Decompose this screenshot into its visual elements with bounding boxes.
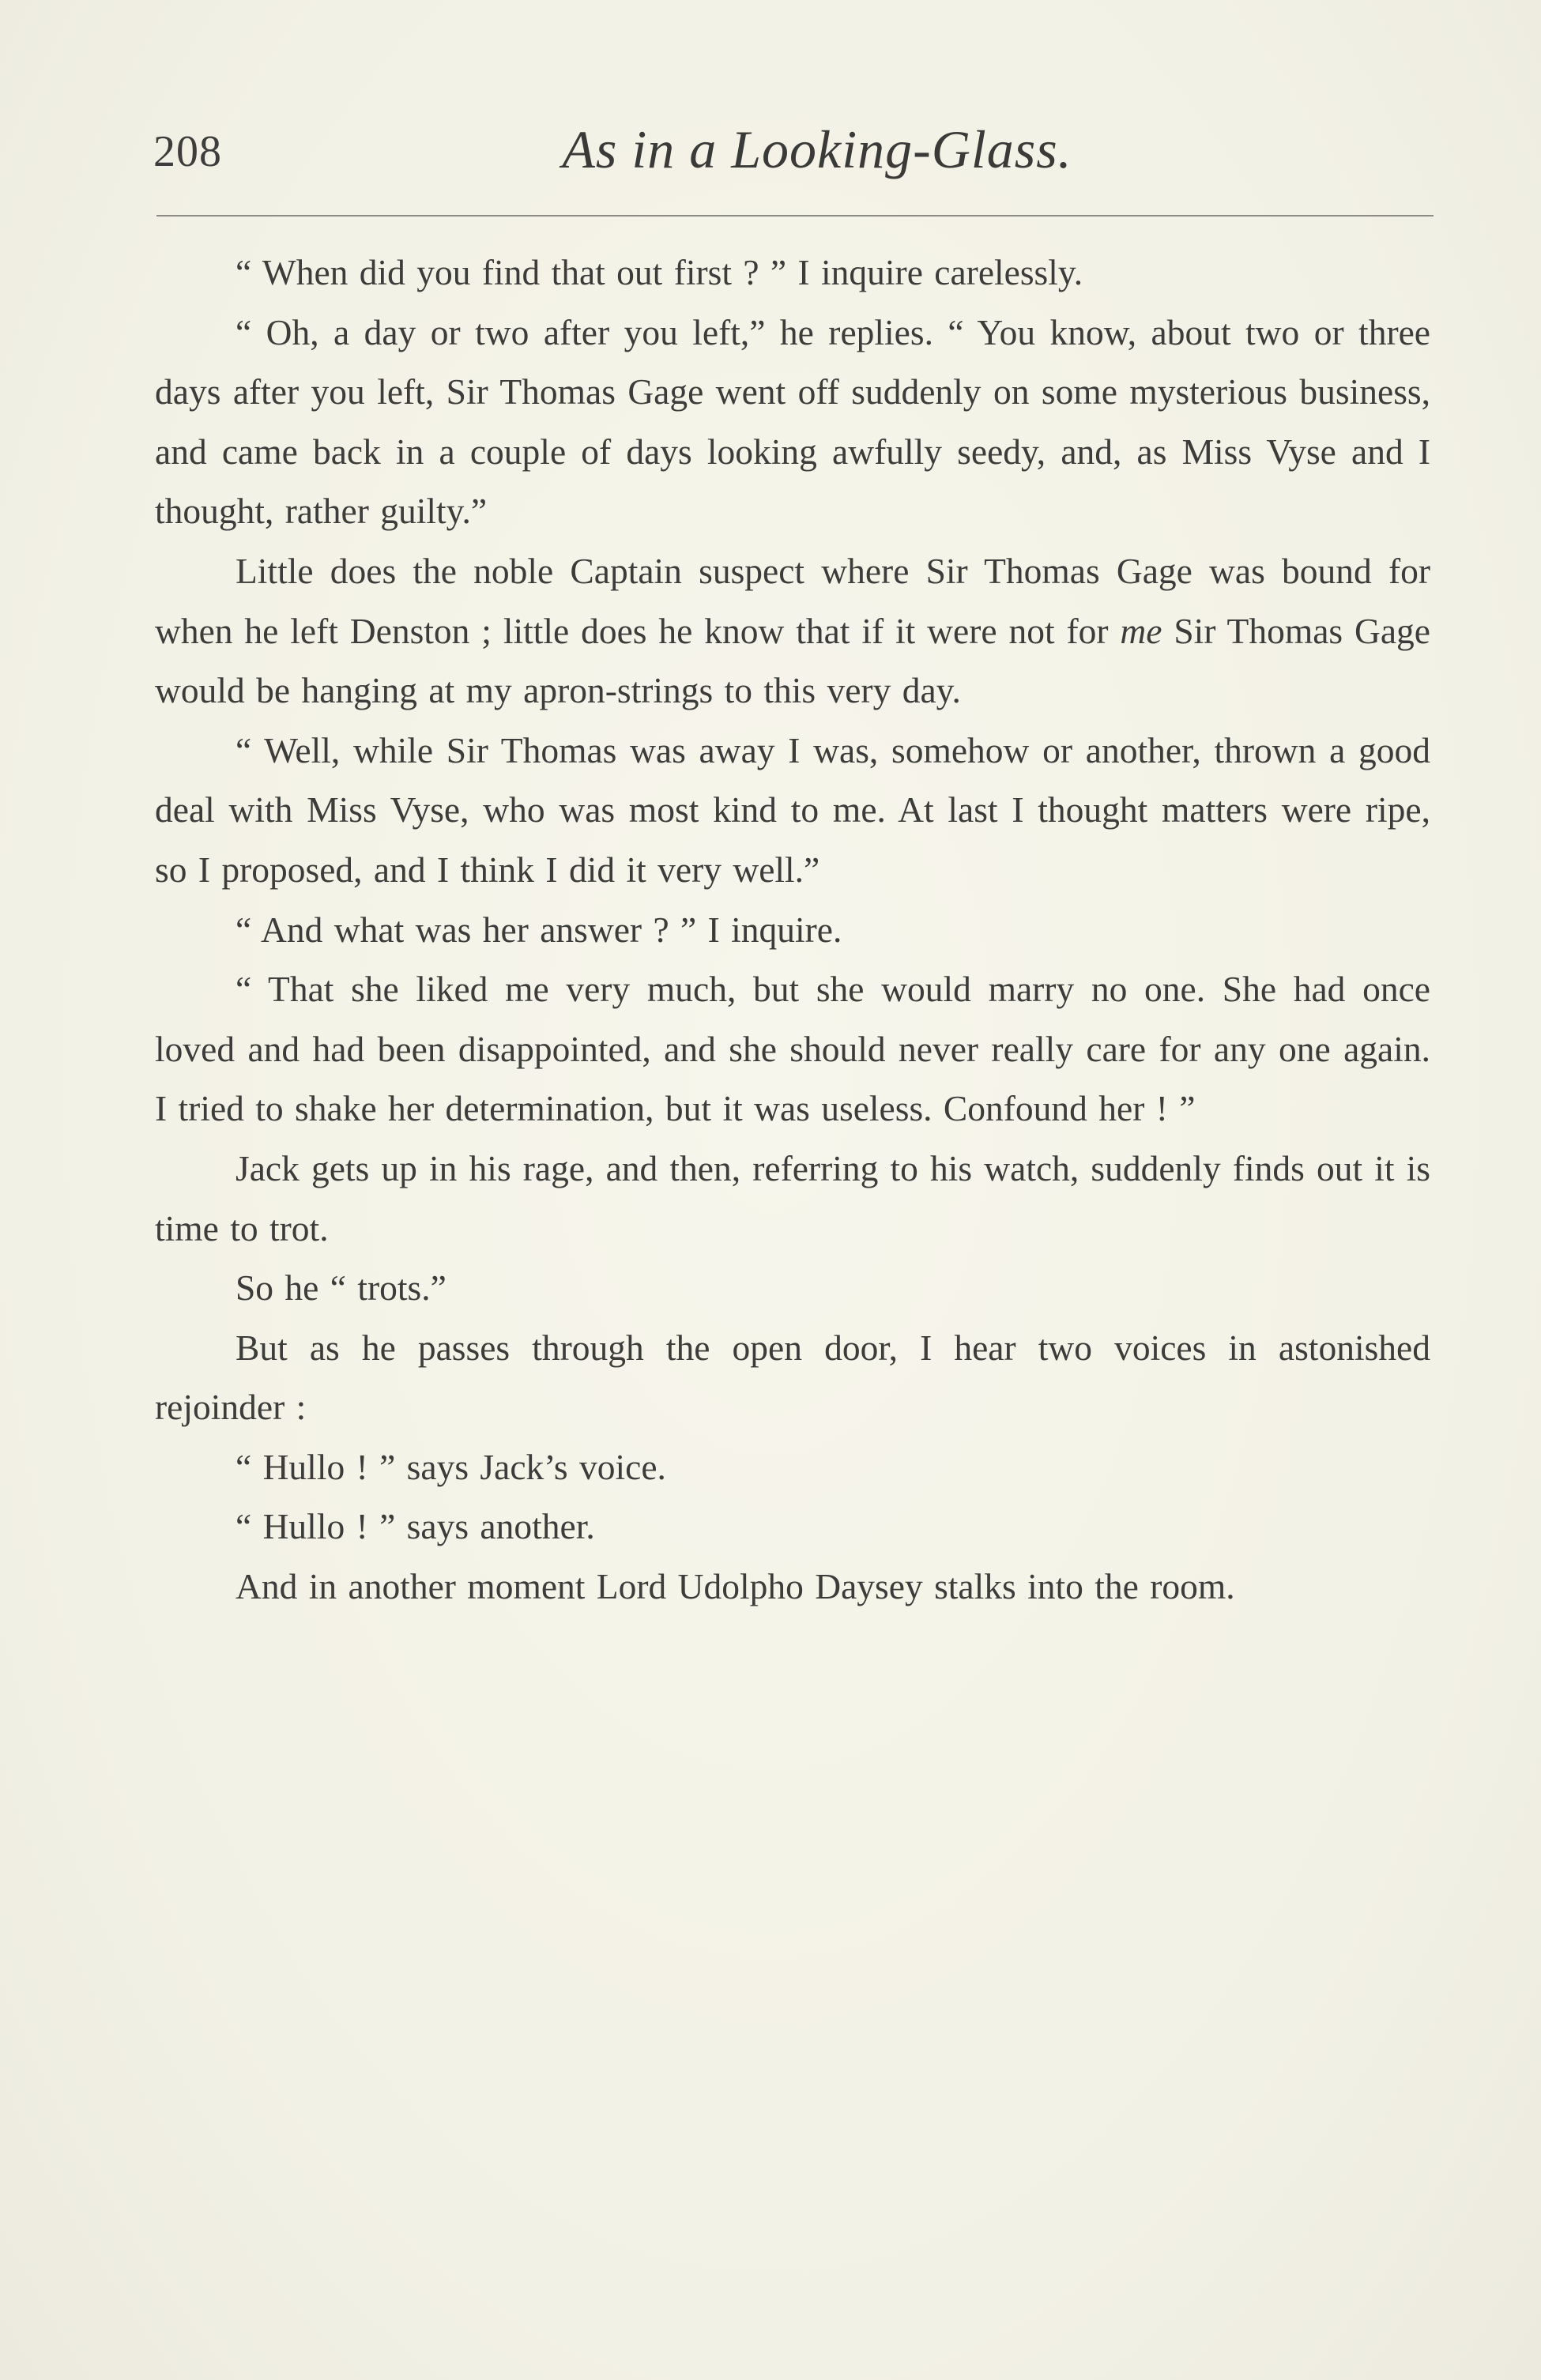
running-title: As in a Looking-Glass.: [562, 119, 1072, 179]
paragraph: “ Well, while Sir Thomas was away I was, somehow or another, thrown a good deal with Miss Vyse, who was most kind to me. At last I thought matters were ripe, so I proposed, and I think I did it very well.”: [155, 729, 1430, 890]
paragraph: So he “ trots.”: [235, 1267, 446, 1309]
paragraph-text: Little does the noble Captain suspect where Sir Thomas Gage was bound for when he left Denston ; little does he know that if it were not for: [155, 550, 1430, 651]
paragraph: “ And what was her answer ? ” I inquire.: [235, 909, 842, 950]
body-text: [155, 243, 1430, 1617]
paragraph: “ Hullo ! ” says Jack’s voice.: [235, 1446, 666, 1487]
header-rule: [156, 215, 1434, 217]
paragraph-text: Sir Thomas Gage would be hanging at my apron-strings to this very day.: [155, 610, 1430, 711]
paragraph: “ Hullo ! ” says another.: [235, 1506, 595, 1547]
paragraph: And in another moment Lord Udolpho Daysey stalks into the room.: [235, 1566, 1235, 1607]
paragraph: “ When did you find that out first ? ” I inquire carelessly.: [235, 252, 1083, 292]
paragraph: [155, 541, 1430, 721]
paragraph: “ Oh, a day or two after you left,” he replies. “ You know, about two or three days after you left, Sir Thomas Gage went off suddenly on some mysterious business, and came back in a couple of days looking awfully seedy, and, as Miss Vyse and I thought, rather guilty.”: [155, 311, 1430, 532]
page-header: [153, 119, 1434, 190]
paragraph: But as he passes through the open door, I hear two voices in astonished rejoinder :: [155, 1327, 1430, 1428]
page-number: 208: [153, 127, 222, 176]
emphasized-word: me: [1120, 610, 1162, 651]
paragraph: Jack gets up in his rage, and then, referring to his watch, suddenly finds out it is time to trot.: [155, 1147, 1430, 1248]
paragraph: “ That she liked me very much, but she would marry no one. She had once loved and had been disappointed, and she should never really care for any one again. I tried to shake her determination, but it was useless. Confound her ! ”: [155, 969, 1430, 1129]
